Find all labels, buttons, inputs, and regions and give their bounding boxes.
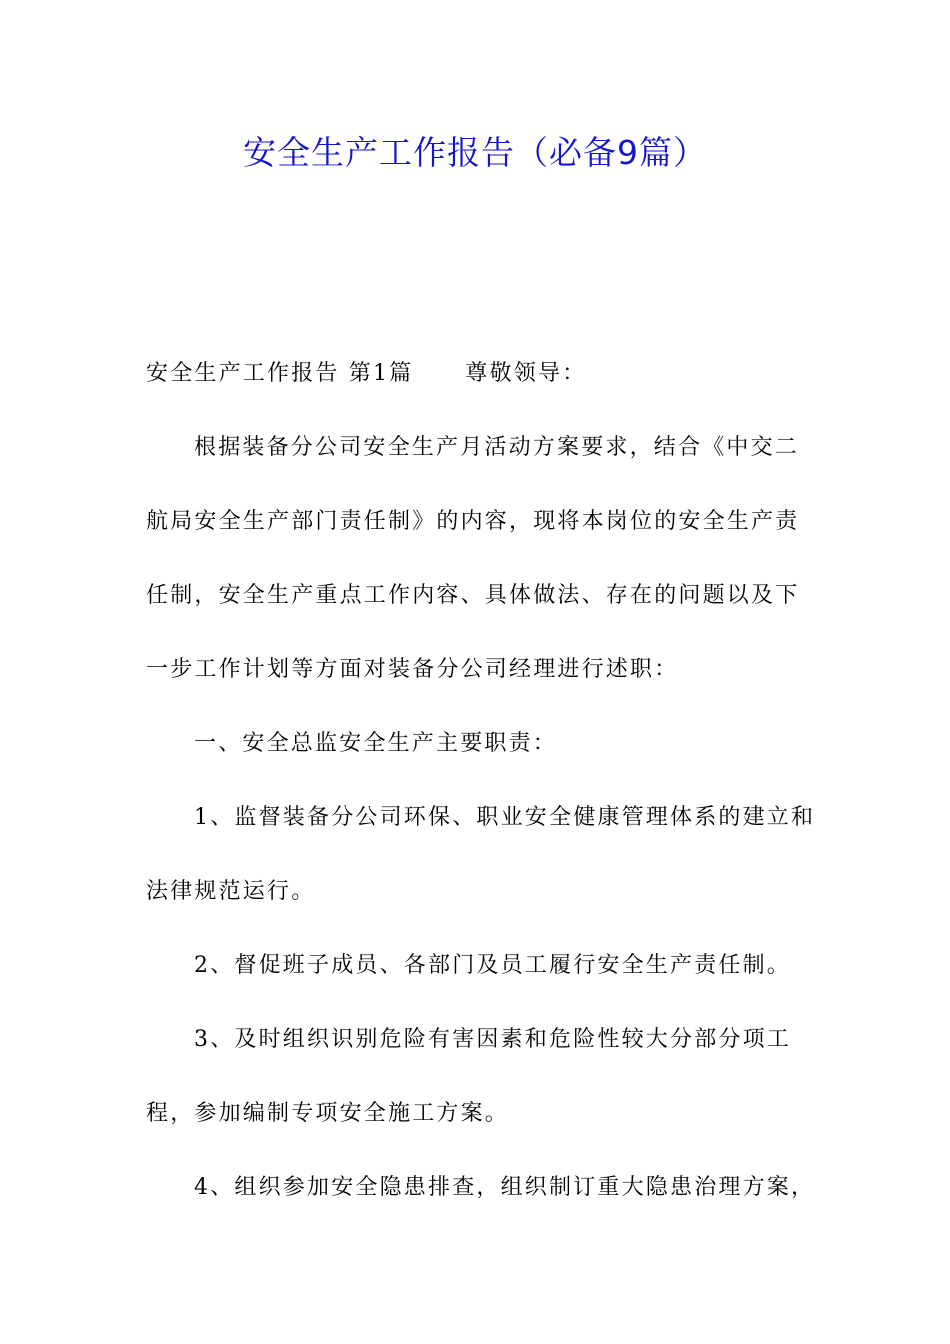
document-title: 安全生产工作报告（必备9篇） [243, 133, 707, 172]
paragraph-duty-4: 4、组织参加安全隐患排查，组织制订重大隐患治理方案， [194, 1175, 816, 1200]
salutation: 尊敬领导： [465, 361, 587, 386]
paragraph-duty-3: 3、及时组织识别危险有害因素和危险性较大分部分项工程，参加编制专项安全施工方案。 [146, 1027, 791, 1126]
paragraph-intro: 根据装备分公司安全生产月活动方案要求，结合《中交二航局安全生产部门责任制》的内容，现将本岗位的安全生产责任制，安全生产重点工作内容、具体做法、存在的问题以及下一步工作计划等方面对装备分公司经理进行述职： [146, 435, 800, 682]
paragraph-duty-2: 2、督促班子成员、各部门及员工履行安全生产责任制。 [194, 953, 791, 978]
section-heading-title: 安全生产工作报告 第1篇 [146, 361, 414, 386]
paragraph-duty-1: 1、监督装备分公司环保、职业安全健康管理体系的建立和法律规范运行。 [146, 805, 816, 904]
section-heading [146, 337, 818, 411]
document-body [146, 337, 818, 1225]
paragraph-section-one-title: 一、安全总监安全生产主要职责： [194, 731, 558, 756]
